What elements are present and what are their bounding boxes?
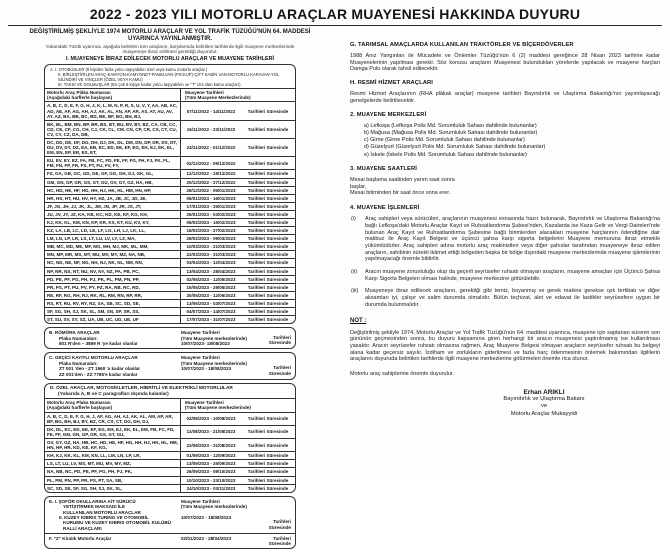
plate-column-subtitle: (Aşağıdaki harflerle başlayan) [47, 405, 113, 411]
plate-letters: A, B, C, D, E, F, G, H, J, K, L, M, N, P, R, S, U, V, Y, AA, AB, AC, AD, AE, AF, AG, AH, AJ, AK, AL, AN, AP, AR, AS, AT, AU, AV, AY, AZ, BA, BB, BC, BD, BE, BF, BG, BH, BJ, [45, 102, 181, 119]
table-row [45, 250, 295, 258]
inspection-dates: 10/03/2023 - 21/03/2023 [186, 244, 236, 250]
plate-letters: EU, EV, EY, EZ, FA, FB, FC, FD, FE, FF, FG, FH, FJ, FK, FL, FM, FN, FP, FR, FS, FT, FU, FV, FY, [45, 157, 181, 169]
table-row [45, 202, 295, 210]
section-d-box [44, 383, 296, 493]
status-label: Tarihleri Süresinde [247, 108, 289, 114]
dates-subtitle: (Tüm Muayene merkezlerinde) [181, 335, 247, 341]
inspection-dates: 17/07/2023 - 31/07/2023 [186, 317, 236, 323]
plate-letters: SC, SD, SE, SF, SG, SH, SJ, SK, SL, [45, 485, 181, 492]
row-dates-cell [181, 243, 295, 250]
status-label: Tarihleri Süresinde [247, 442, 289, 448]
table-row [45, 218, 295, 226]
inspection-dates: 12/12/2022 - 19/12/2022 [186, 171, 236, 177]
section-g-heading: G. TARIMSAL AMAÇLARDA KULLANILAN TRAKTÖRLER VE BİÇERDÖVERLER [350, 42, 574, 48]
table-row [45, 283, 295, 291]
dates-subtitle: (Tüm Muayene merkezlerinde) [181, 504, 247, 510]
status-label: Tarihleri Süresinde [268, 536, 291, 547]
status-label: Tarihleri Süresinde [247, 126, 289, 132]
row-dates-cell [181, 292, 295, 299]
row-dates-cell [181, 284, 295, 291]
table-row [45, 258, 295, 266]
inspection-dates: 30/05/2023 - 12/06/2023 [186, 292, 236, 298]
inspection-dates: 10/07/2023 - 18/08/2023 [181, 366, 232, 372]
inspection-center-item: a) Lefkoşa (Lefkoşa Polis Md. Sorumluluk Sahası dahilinde bulunanlar) [364, 122, 537, 129]
note-heading: NOT : [350, 317, 367, 324]
inspection-dates: 02/12/2022 - 09/12/2022 [186, 160, 236, 166]
status-label: Tarihleri Süresinde [247, 187, 289, 193]
note-paragraph: Değiştirilmiş şekliyle 1974, Motorlu Araçlar ve Yol Trafik Tüzüğü'nün 64. maddesi uyarınca, muayene için saptanan sürenin son gününün geçmesinden sonra, bu duyuru kapsamına giren herhangi bir aracın muayenesi yaptırılmamış ise kullanılması yasaktır. Aracın seyrüsefer ruhsatı olmasına rağmen, Araç Muayene Belgesi olmayan araçların seyrüsefer ruhsatı bu belgeyi alana kadar geçersiz sayılır. İzdiham ve zorlukların giderilmesi ve fazla harç ödenmesinin önlemek bakımından ilgililerin araçlarını duyuruda belirtilen tarihlerde ilgili muayene merkezlerine götürmeleri önemle rica olunur. [350, 329, 660, 363]
row-dates-cell [181, 452, 295, 459]
regulation-subtitle: DEĞİŞTİRİLMİŞ ŞEKLİYLE 1974 MOTORLU ARAÇLAR VE YOL TRAFİK TÜZÜĞÜ'NÜN 64. MADDESİ UYARINCA YAYINLANMIŞTIR. [29, 29, 311, 42]
section-c-range-2: ZZ 001'den - ZZ 7785'e kadar olanlar [59, 371, 138, 377]
inspection-center-item: c) Girne (Girne Polis Md. Sorumluluk Sahası dahilinde bulunanlar) [364, 137, 525, 144]
row-dates-cell [181, 426, 295, 438]
inspection-dates: 22/08/2023 - 31/08/2023 [186, 442, 236, 448]
signatory-title-1: Bayındırlık ve Ulaştırma Bakanı [503, 396, 585, 403]
status-label: Tarihleri Süresinde [247, 300, 289, 306]
table-row [45, 291, 295, 299]
dates-column-subtitle: (Tüm Muayene merkezlerinde) [185, 405, 251, 411]
table-row [45, 210, 295, 218]
procedure-item [350, 288, 660, 308]
section-e-item-2-line-3: RALLİ ARAÇLARI [63, 525, 102, 531]
row-dates-cell [181, 157, 295, 169]
inspection-dates: 06/02/2023 - 15/02/2023 [186, 220, 236, 225]
plate-letters: JU, JV, JY, JZ, KA, KB, KC, KD, KE, KF, KG, KH, [45, 211, 181, 218]
row-dates-cell [181, 235, 295, 242]
table-row [45, 307, 295, 315]
inspection-dates: 13/09/2023 - 25/09/2023 [186, 461, 236, 467]
procedure-text: Aracın muayene zorunluluğu olup da geçerli seyrüsefer ruhsatı olmayan araçların, muayene amaçları için Üçüncü Şahsa Karşı Sigorta Belgeleri olması halinde, muayene merkezine götürülebilir. [365, 269, 660, 282]
plate-letters: NC, ND, NE, NF, NG, NH, NJ, NK, NL, NM, NN, [45, 259, 181, 266]
section-d-heading [45, 384, 295, 398]
inspection-dates: 24/10/2023 - 03/11/2023 [186, 485, 236, 491]
section-a-table-body [45, 101, 295, 323]
plate-column-header [45, 399, 181, 412]
table-row [45, 484, 295, 492]
plate-letters: LM, LN, LP, LR, LS, LT, LU, LV, LY, LZ, MA, [45, 235, 181, 242]
section-c-info [49, 355, 181, 377]
plate-column-title: Motorlu Araç Plaka Numarası [47, 400, 111, 406]
hours-line-1: Mesai başlama saatinden yarım saat sonra başlar, [350, 177, 455, 190]
section-d-table-header [45, 398, 295, 412]
inspection-dates: 24/11/2022 - 01/12/2022 [186, 145, 236, 151]
status-label: Tarihleri Süresinde [247, 252, 289, 258]
table-row [45, 169, 295, 177]
section-d-table-body [45, 412, 295, 492]
table-row [45, 412, 295, 425]
plate-letters: PD, PE, PF, PG, PH, PJ, PK, PL, PM, PN, PP, [45, 276, 181, 283]
table-row [45, 425, 295, 438]
inspection-dates: 02/05/2023 - 12/05/2023 [186, 276, 236, 282]
dates-column-header [181, 399, 295, 412]
section-a-table-header [45, 88, 295, 102]
inspection-dates: 28/12/2022 - 05/01/2023 [186, 187, 236, 193]
table-row [45, 476, 295, 484]
inspection-dates: 22/03/2023 - 31/03/2023 [186, 252, 236, 258]
section-e-item-1-line-2: YETİŞTİRMEK MAKSADI İLE [63, 504, 126, 510]
inspection-dates: 13/06/2023 - 03/07/2023 [186, 300, 236, 306]
section-f-title: F. "Z" Kiralık Motorlu Araçlar [49, 536, 112, 542]
section-1-heading: I. MUAYENEYE İBRAZ EDİLECEK MOTORLU ARAÇLAR VE MUAYENE TARİHLERİ [66, 55, 274, 62]
row-dates-cell [181, 170, 295, 177]
table-row [45, 275, 295, 283]
section-e-item-2-line-2: KURUMU VE KUZEY KIBRIS OTOMOBİL KULÜBÜ [63, 520, 171, 526]
status-label: Tarihleri Süresinde [247, 485, 289, 491]
status-label: Tarihleri Süresinde [247, 179, 289, 185]
status-label: Tarihleri Süresinde [247, 461, 289, 467]
title-divider [8, 25, 662, 26]
section-4-heading: 4. MUAYENE İŞLEMLERİ [350, 205, 420, 212]
dates-title: Muayene Tarihleri [181, 355, 220, 361]
inspection-dates: 03/04/2023 - 12/04/2023 [186, 260, 236, 266]
section-e-row [45, 497, 295, 533]
table-row [45, 451, 295, 459]
plate-letters: MN, MP, MR, MS, MT, MU, MV, MY, MZ, NA, NB, [45, 251, 181, 258]
row-dates-cell [181, 102, 295, 119]
section-e-dates-block [181, 499, 259, 531]
table-row [45, 156, 295, 169]
row-dates-cell [181, 227, 295, 234]
status-label: Tarihleri Süresinde [247, 477, 289, 483]
plate-letters: DK, DL, EC, ED, EE, EF, EG, EH, EJ, EK, EL, EM, FB, FC, FD, FE, FF, GM, GN, GP, GR, GS, GT, GU, [45, 426, 181, 438]
plate-letters: GM, GN, GP, GR, GS, GT, GU, GV, GY, GZ, HA, HB, [45, 179, 181, 186]
procedure-item [350, 216, 660, 263]
row-dates-cell [181, 477, 295, 484]
status-label: Tarihleri Süresinde [247, 220, 289, 225]
section-g-paragraph: 1988 Anız Yangınları ile Mücadele ve Önlemler Tüzüğü'nün 6 (2) maddesi gereğince 28 Nisan 2023 tarihine kadar Muayenelerinin yapılması gerekir. Söz konusu araçların Muayenesi bulundukları yörelerde yapılacak ve muayene harçları Damga Pulu olarak tahsil edilecektir. [350, 53, 660, 73]
table-row [45, 459, 295, 467]
inspection-dates: 02/08/2023 - 10/08/2023 [186, 416, 236, 422]
row-dates-cell [181, 195, 295, 202]
section-a-note-1: A. I. OTOBÜSLER (8 kişiden fazla yolcu taşıyabilen özel veya kamu motorlu araçlar.) [50, 66, 208, 72]
row-dates-cell [181, 439, 295, 451]
section-a-notes [45, 65, 295, 88]
inspection-dates: 06/01/2023 - 16/01/2023 [186, 195, 236, 201]
left-column [8, 28, 344, 552]
inspection-dates: 01/09/2023 - 12/09/2023 [186, 453, 236, 459]
section-e-f-box [44, 496, 296, 549]
row-dates-cell [181, 316, 295, 323]
table-row [45, 186, 295, 194]
dates-subtitle: (Tüm Muayene merkezlerinde) [181, 360, 247, 366]
table-row [45, 194, 295, 202]
right-column [350, 28, 662, 418]
table-row [45, 299, 295, 307]
section-b-sub: Plaka Numaraları: [59, 335, 98, 341]
status-label: Tarihleri Süresinde [247, 195, 289, 201]
plate-column-subtitle: (Aşağıdaki harflerle başlayan) [47, 95, 113, 101]
table-row [45, 178, 295, 186]
inspection-dates: 04/07/2023 - 14/07/2023 [186, 309, 236, 315]
section-c-box [44, 352, 296, 380]
inspection-dates: 10/10/2023 - 23/10/2023 [186, 477, 236, 483]
plate-letters: KH, KJ, KK, KL, KM, KN, LL, LM, LN, LP, LR, [45, 452, 181, 459]
section-e-info [49, 499, 181, 531]
inspection-dates: 26/01/2023 - 03/02/2023 [186, 211, 236, 217]
section-h-heading: H. RESMİ HİZMET ARAÇLARI [350, 80, 434, 87]
closing-statement: Motorlu araç sahiplerine önemle duyurulur. [350, 371, 454, 378]
inspection-dates: 10/07/2023 - 18/08/2023 [181, 514, 232, 520]
plate-letters: PR, PS, PT, PU, PV, PY, PZ, RA, RB, RC, RD, [45, 284, 181, 291]
plate-column-header [45, 89, 181, 102]
row-dates-cell [181, 219, 295, 226]
plate-letters: KZ, LA, LB, LC, LD, LE, LF, LG, LH, LJ, LK, LL, [45, 227, 181, 234]
table-row [45, 467, 295, 475]
section-b-range: 801 R'den – 3869 R 'ye kadar olanlar [59, 341, 138, 347]
procedure-marker: (ii) [351, 269, 358, 276]
section-c-sub: Plaka Numaraları: [59, 360, 98, 366]
status-label: Tarihleri Süresinde [247, 469, 289, 475]
row-dates-cell [181, 179, 295, 186]
inspection-dates: 16/02/2023 - 27/02/2023 [186, 228, 236, 234]
section-c-range-1: ZT 001 'den - ZT 1960 'a kadar olanlar [59, 366, 141, 372]
section-3-heading: 3. MUAYENE SAATLERİ [350, 166, 417, 172]
status-label: Tarihleri Süresinde [247, 292, 289, 298]
status-label: Tarihleri Süresinde [247, 211, 289, 217]
procedure-text: Araç sahipleri veya sürücüleri, araçlarının muayenesi esnasında hazır bulunarak, Bayındırlık ve Ulaştırma Bakanlığı'na bağlı Lefkoşa'daki Motorlu Araçlar Kayıt ve Ruhsatlandırma Şubesi'nden, Kazalarda ise Kaza Gelir ve Vergi Daireleri'nde bulunan Araç Kayıt ve Ruhsatlandırma Şubesine bağlı birimlerden alacakları muayene harçlarının ödendiğine dair makbuz ile Araç Kayıt Belgesi ve üçüncü şahsa karşı sigorta belgelerini Muayene memuruna ibraz etmekle yükümlüdürler. Araç sahipleri adına motorlu araç makinistleri veya diğer şahıslar tarafından muayeneye ibraz edilen araçların, sahibinin sürekli ikâmet ettiği bölgeden başka bir bölge dışındaki muayene merkezlerinde muayene işlemlerinin yapılmayacağı önemle bildirilir. [365, 216, 660, 263]
table-row [45, 101, 295, 119]
inspection-dates: 17/01/2023 - 25/01/2023 [186, 203, 236, 209]
row-dates-cell [181, 121, 295, 138]
plate-letters: HR, HS, HT, HU, HV, HY, HZ, JA, JB, JC, JD, JE, [45, 195, 181, 202]
row-dates-cell [181, 485, 295, 492]
section-e-item-1-line-3: KULLANILAN MOTORLU ARAÇLAR [63, 509, 141, 515]
plate-letters: HC, HD, HE, HF, HG, HH, HJ, HK, HL, HM, HN, HP, [45, 187, 181, 194]
row-dates-cell [181, 259, 295, 266]
section-a-note-3: III. TAKSİ VE DOLMUŞLAR (En çok 8 kişiye kadar yolcu taşıyabilen ve "T" izni olan kamu araçları) [58, 81, 241, 87]
plate-letters: LS, LT, LU, LV, MS, MT, MU, MV, MY, MZ, [45, 460, 181, 467]
dates-column-title: Muayene Tarihleri [185, 400, 224, 406]
plate-letters: MB, MC, MD, ME, MF, MG, MH, MJ, MK, ML, MM, [45, 243, 181, 250]
table-row [45, 138, 295, 156]
status-label: Tarihleri Süresinde [247, 416, 289, 422]
section-b-box [44, 327, 296, 349]
procedure-item [350, 269, 660, 282]
inspection-center-item: e) İskele (İskele Polis Md. Sorumluluk Sahası dahilinde bulunanlar) [364, 151, 527, 158]
section-b-dates-block [181, 330, 259, 346]
plate-letters: RS, RT, RU, RV, RY, RZ, SA, SB, SC, SD, SE, [45, 300, 181, 307]
section-b-title: B. RÖMÖRK ARAÇLAR [49, 330, 100, 336]
table-row [45, 120, 295, 138]
plate-letters: A, B, C, D, E, F, G, H, J, AF, AG, AH, AJ, AK, AL, AM, AP, AR, BF, BG, BH, BJ, BY, BZ, CR, CS, CT, DG, DH, DJ, [45, 413, 181, 425]
hours-line-2: Mesai bitiminden bir saat önce sona erer. [350, 190, 451, 197]
plate-letters: RE, RF, RG, RH, RJ, RK, RL, RM, RN, RP, RR, [45, 292, 181, 299]
inspection-dates: 15/05/2023 - 29/05/2023 [186, 284, 236, 290]
inspection-centers-list [364, 123, 660, 159]
status-label: Tarihleri Süresinde [247, 429, 289, 435]
section-e-item-1: E. I. ŞOFÖR OKULLARINA AİT SÜRÜCÜ [49, 498, 136, 504]
status-label: Tarihleri Süresinde [247, 276, 289, 282]
dates-column-title: Muayene Tarihleri [185, 89, 224, 95]
plate-letters: JF, JG, JH, JJ, JK, JL, JM, JN, JP, JR, JS, JT, [45, 203, 181, 210]
status-label: Tarihleri Süresinde [247, 284, 289, 290]
inspection-dates: 11/08/2023 - 21/08/2023 [186, 429, 236, 435]
row-dates-cell [181, 308, 295, 315]
status-label: Tarihleri Süresinde [247, 244, 289, 250]
status-label: Tarihleri Süresinde [268, 334, 291, 346]
table-row [45, 315, 295, 323]
row-dates-cell [181, 413, 295, 425]
dates-title: Muayene Tarihleri [181, 330, 220, 336]
page-title: 2022 - 2023 YILI MOTORLU ARAÇLAR MUAYENESİ HAKKINDA DUYURU [89, 6, 581, 22]
row-dates-cell [181, 187, 295, 194]
table-row [45, 226, 295, 234]
section-f-row [45, 533, 295, 548]
row-dates-cell [181, 251, 295, 258]
section-c-dates-block [181, 355, 259, 377]
status-label: Tarihleri Süresinde [247, 160, 289, 166]
row-dates-cell [181, 468, 295, 475]
signature-block [428, 389, 660, 418]
table-row [45, 234, 295, 242]
plate-letters: DC, DD, DE, DF, DG, DH, DJ, DK, DL, DM, DN, DP, DR, DS, DT, DU, DV, DY, DZ, EA, EB, EC, ED, EE, EF, EG, EH, EJ, EK, EL, EM, EN, EP, ER, ES, ET, [45, 139, 181, 156]
inspection-center-item: d) Güzelyurt (Güzelyurt Polis Md. Sorumluluk Sahası dahilinde bulunanlar) [364, 144, 546, 151]
plate-letters: NP, NR, NS, NT, NU, NV, NY, NZ, PA, PB, PC, [45, 268, 181, 275]
table-row [45, 242, 295, 250]
status-label: Tarihleri Süresinde [247, 145, 289, 151]
section-e-item-2: II. KUZEY KIBRIS TURING VE OTOMOBİL [59, 514, 149, 520]
inspection-dates: 13/04/2023 - 28/04/2023 [186, 268, 236, 274]
status-label: Tarihleri Süresinde [247, 228, 289, 234]
inspection-dates: 26/09/2023 - 09/10/2023 [186, 469, 236, 475]
inspection-procedures-list [350, 216, 660, 308]
signatory-name: Erhan ARIKLI [523, 389, 565, 397]
dates-column-subtitle: (Tüm Muayene Merkezlerinde) [185, 95, 251, 101]
signatory-and: ve [540, 403, 548, 410]
status-label: Tarihleri Süresinde [247, 268, 289, 274]
status-label: Tarihleri Süresinde [268, 365, 291, 376]
table-row [45, 438, 295, 451]
inspection-dates: 07/11/2022 - 14/11/2022 [186, 108, 236, 114]
plate-letters: NA, NB, NC, PD, PE, PF, PG, PH, PJ, PK, [45, 468, 181, 475]
dates-title: Muayene Tarihleri [181, 498, 220, 504]
plate-letters: PL, PM, PN, PP, PR, PS, PT, SA, SB, [45, 477, 181, 484]
inspection-dates: 28/02/2023 - 09/03/2023 [186, 236, 236, 242]
section-2-heading: 2. MUAYENE MERKEZLERİ [350, 111, 427, 118]
section-b-info [49, 330, 181, 346]
row-dates-cell [181, 139, 295, 156]
inspection-dates: 20/12/2022 - 27/12/2022 [186, 179, 236, 185]
status-label: Tarihleri Süresinde [247, 317, 289, 323]
dates-column-header [181, 89, 295, 102]
inspection-center-item: b) Mağusa (Mağusa Polis Md. Sorumluluk Sahası dahilinde bulunanlar) [364, 129, 538, 136]
plate-letters: SF, SG, SH, SJ, SK, SL, SM, SN, SP, SR, SS, [45, 308, 181, 315]
intro-note: Yukarıdaki Tüzük uyarınca, aşağıda belirtilen tüm araçların, karşılarında belirtilen tarihlerde ilgili muayene merkezlerinde muayeneye ibraz edilmesi gerektiği duyurulur. [45, 44, 295, 55]
inspection-dates: 10/07/2023- 18/08/2023 [181, 341, 230, 347]
section-d-subtitle: (Yukarıda A, B ve C paragrafları dışında kalanlar) [58, 391, 169, 397]
status-label: Tarihleri Süresinde [247, 309, 289, 315]
procedure-marker: (iii) [351, 288, 359, 295]
inspection-dates: 02/01/2023 - 28/04/2023 [181, 536, 232, 542]
plate-letters: ST, SU, SV, SY, SZ, UA, UB, UC, UD, UE, UF [45, 316, 181, 323]
procedure-marker: (i) [351, 216, 356, 223]
section-a-note-2: II. BİRLEŞTİRİLEN ARAÇ-KAMYON-KAMYONET-PANELVAN-(PICKUP)-ÇİFT KABİN VAN-MOTORLU KARAVAN-YOL SİLİNDİRİ VE VİNÇLER (ÖZEL VEYA KAMU) [58, 71, 280, 82]
status-label: Tarihleri Süresinde [268, 519, 291, 530]
row-dates-cell [181, 276, 295, 283]
status-label: Tarihleri Süresinde [247, 171, 289, 177]
status-label: Tarihleri Süresinde [247, 236, 289, 242]
row-dates-cell [181, 460, 295, 467]
signatory-title-2: Motorlu Araçlar Mukayyidi [510, 410, 578, 417]
inspection-hours [350, 177, 472, 197]
section-d-title: D. ÖZEL ARAÇLAR, MOTOSİKLETLER, HİBRİTLİ VE ELEKTRİKLİ MOTORLULAR [50, 386, 233, 392]
table-row [45, 267, 295, 275]
inspection-dates: 16/11/2022 - 23/11/2022 [186, 126, 236, 132]
row-dates-cell [181, 300, 295, 307]
status-label: Tarihleri Süresinde [247, 260, 289, 266]
plate-letters: FZ, GA, GB, GC, GD, GE, GF, GG, GH, GJ, GK, GL, [45, 170, 181, 177]
row-dates-cell [181, 268, 295, 275]
section-a-box [44, 64, 296, 324]
two-column-layout [8, 28, 662, 552]
row-dates-cell [181, 203, 295, 210]
section-c-title: C. GEÇİCİ KAYITLI MOTORLU ARAÇLAR [49, 355, 138, 361]
plate-letters: KJ, KK, KL, KM, KN, KP, KR, KS, KT, KU, KV, KY, [45, 219, 181, 226]
procedure-text: Muayeneye ibraz edilecek araçların, gerektiği gibi temiz, boyanmış ve gerek makine gerekse ışık tertibatı ve diğer aksamları iyi, çalışır ve salim durumda olmalıdır. Bütün teçhizat, alet ve edavat ile lastikler seyrüsefere uygun bir durumda bulunmalıdır. [365, 288, 660, 308]
section-h-paragraph: Resmi Hizmet Araçlarının (RHA plâkalı araçlar) muayene tarihleri Bayındırlık ve Ulaştırma Bakanlığı'nın yayımlayacağı genelgelerde belirtilecektir. [350, 91, 660, 104]
status-label: Tarihleri Süresinde [247, 453, 289, 459]
row-dates-cell [181, 211, 295, 218]
plate-column-title: Motorlu Araç Plâka Numarası [47, 89, 111, 95]
status-label: Tarihleri Süresinde [247, 203, 289, 209]
plate-letters: BK, BL, BM, BN, BP, BR, BS, BT, BU, BV, BY, BZ, CA, CB, CC, CD, CE, CF, CG, CH, CJ, CK, CL, CM, CN, CP, CR, CS, CT, CU, CV, CY, CZ, DA, DB, [45, 121, 181, 138]
plate-letters: GV, GY, GZ, HA, HB, HC, HD, HE, HF, HG, HH, HJ, HK, HL, HM, HN, HP, HR, KD, KE, KF, KG, [45, 439, 181, 451]
